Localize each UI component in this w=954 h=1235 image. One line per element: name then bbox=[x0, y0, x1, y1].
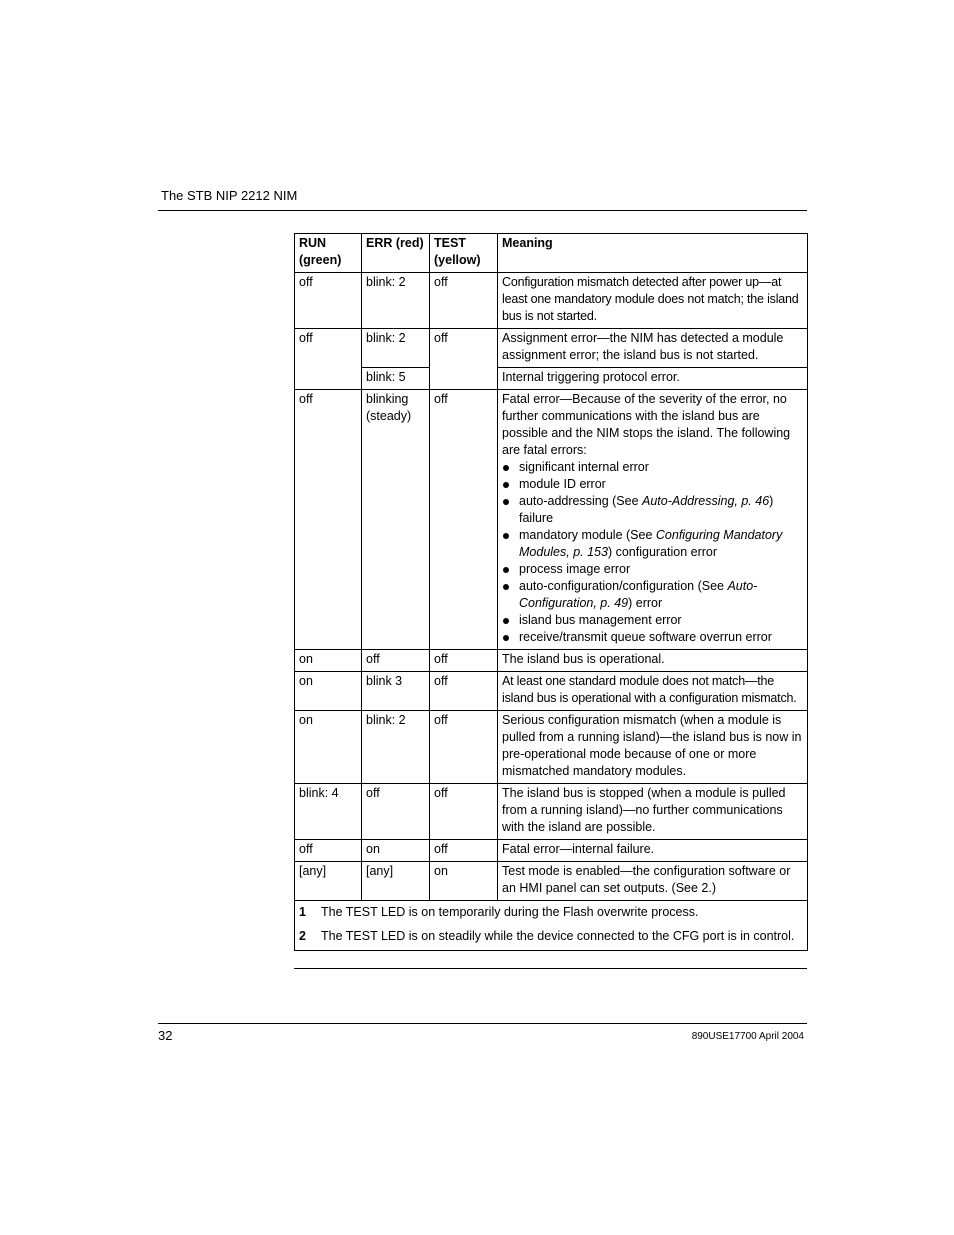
list-item: process image error bbox=[502, 561, 803, 578]
run-cell: off bbox=[295, 390, 362, 650]
test-cell: off bbox=[430, 650, 498, 672]
footer-rule bbox=[158, 1023, 807, 1024]
meaning-cell: Fatal error—internal failure. bbox=[498, 840, 808, 862]
list-item: mandatory module (See Configuring Mandatory Modules, p. 153) configuration error bbox=[502, 527, 803, 561]
footnote bbox=[299, 928, 803, 945]
err-cell: blinking (steady) bbox=[362, 390, 430, 650]
cross-reference: Configuring Mandatory Modules, p. 153 bbox=[519, 528, 783, 559]
header-rule bbox=[158, 210, 807, 211]
table-row bbox=[295, 862, 808, 901]
err-cell: blink: 2 bbox=[362, 273, 430, 329]
meaning-cell: At least one standard module does not match—the island bus is operational with a configuration mismatch. bbox=[498, 672, 808, 711]
table-row bbox=[295, 711, 808, 784]
err-cell: off bbox=[362, 784, 430, 840]
err-cell: blink: 5 bbox=[362, 368, 430, 390]
test-cell: off bbox=[430, 672, 498, 711]
fatal-error-list bbox=[502, 459, 803, 646]
table-row bbox=[295, 650, 808, 672]
meaning-cell: Assignment error—the NIM has detected a module assignment error; the island bus is not started. bbox=[498, 329, 808, 368]
run-cell: on bbox=[295, 672, 362, 711]
footnote-text: The TEST LED is on steadily while the device connected to the CFG port is in control. bbox=[321, 929, 795, 943]
table-row bbox=[295, 390, 808, 650]
header-meaning: Meaning bbox=[498, 234, 808, 273]
table-row bbox=[295, 672, 808, 711]
page-number: 32 bbox=[158, 1028, 173, 1043]
meaning-cell: The island bus is operational. bbox=[498, 650, 808, 672]
run-cell: off bbox=[295, 329, 362, 390]
footnote bbox=[299, 904, 803, 921]
footnote-number: 2 bbox=[299, 929, 306, 943]
table-header-row bbox=[295, 234, 808, 273]
header-err: ERR (red) bbox=[362, 234, 430, 273]
header-run: RUN (green) bbox=[295, 234, 362, 273]
fatal-error-intro: Fatal error—Because of the severity of the error, no further communications with the island bus are possible and the NIM stops the island. The following are fatal errors: bbox=[502, 392, 791, 457]
running-header-title: The STB NIP 2212 NIM bbox=[161, 188, 298, 203]
test-cell: off bbox=[430, 784, 498, 840]
run-cell: on bbox=[295, 711, 362, 784]
err-cell: [any] bbox=[362, 862, 430, 901]
footnote-number: 1 bbox=[299, 905, 306, 919]
table-row bbox=[295, 273, 808, 329]
list-item: receive/transmit queue software overrun error bbox=[502, 629, 803, 646]
footnotes-cell bbox=[295, 901, 808, 951]
list-item: auto-addressing (See Auto-Addressing, p. 46) failure bbox=[502, 493, 803, 527]
footnotes-row bbox=[295, 901, 808, 951]
test-cell: on bbox=[430, 862, 498, 901]
test-cell: off bbox=[430, 840, 498, 862]
err-cell: blink 3 bbox=[362, 672, 430, 711]
err-cell: blink: 2 bbox=[362, 329, 430, 368]
list-item: island bus management error bbox=[502, 612, 803, 629]
meaning-cell: The island bus is stopped (when a module is pulled from a running island)—no further communications with the island are possible. bbox=[498, 784, 808, 840]
test-cell: off bbox=[430, 390, 498, 650]
table-row bbox=[295, 840, 808, 862]
meaning-cell: Serious configuration mismatch (when a module is pulled from a running island)—the island bus is now in pre-operational mode because of one or more mismatched mandatory modules. bbox=[498, 711, 808, 784]
led-indicator-table bbox=[294, 233, 808, 951]
err-cell: off bbox=[362, 650, 430, 672]
test-cell: off bbox=[430, 273, 498, 329]
meaning-cell bbox=[498, 390, 808, 650]
header-test: TEST (yellow) bbox=[430, 234, 498, 273]
list-item: auto-configuration/configuration (See Auto-Configuration, p. 49) error bbox=[502, 578, 803, 612]
meaning-cell: Internal triggering protocol error. bbox=[498, 368, 808, 390]
test-cell: off bbox=[430, 329, 498, 390]
document-id: 890USE17700 April 2004 bbox=[691, 1031, 804, 1042]
err-cell: on bbox=[362, 840, 430, 862]
run-cell: off bbox=[295, 273, 362, 329]
table-end-rule bbox=[294, 968, 807, 969]
list-item: significant internal error bbox=[502, 459, 803, 476]
table-row bbox=[295, 329, 808, 368]
cross-reference: Auto-Addressing, p. 46 bbox=[642, 494, 770, 508]
run-cell: blink: 4 bbox=[295, 784, 362, 840]
table-row bbox=[295, 784, 808, 840]
run-cell: off bbox=[295, 840, 362, 862]
footnote-text: The TEST LED is on temporarily during the Flash overwrite process. bbox=[321, 905, 699, 919]
table-row bbox=[295, 368, 808, 390]
run-cell: [any] bbox=[295, 862, 362, 901]
cross-reference: Auto-Configuration, p. 49 bbox=[519, 579, 758, 610]
meaning-cell: Configuration mismatch detected after power up—at least one mandatory module does not match; the island bus is not started. bbox=[498, 273, 808, 329]
test-cell: off bbox=[430, 711, 498, 784]
err-cell: blink: 2 bbox=[362, 711, 430, 784]
meaning-cell: Test mode is enabled—the configuration software or an HMI panel can set outputs. (See 2.) bbox=[498, 862, 808, 901]
run-cell: on bbox=[295, 650, 362, 672]
list-item: module ID error bbox=[502, 476, 803, 493]
